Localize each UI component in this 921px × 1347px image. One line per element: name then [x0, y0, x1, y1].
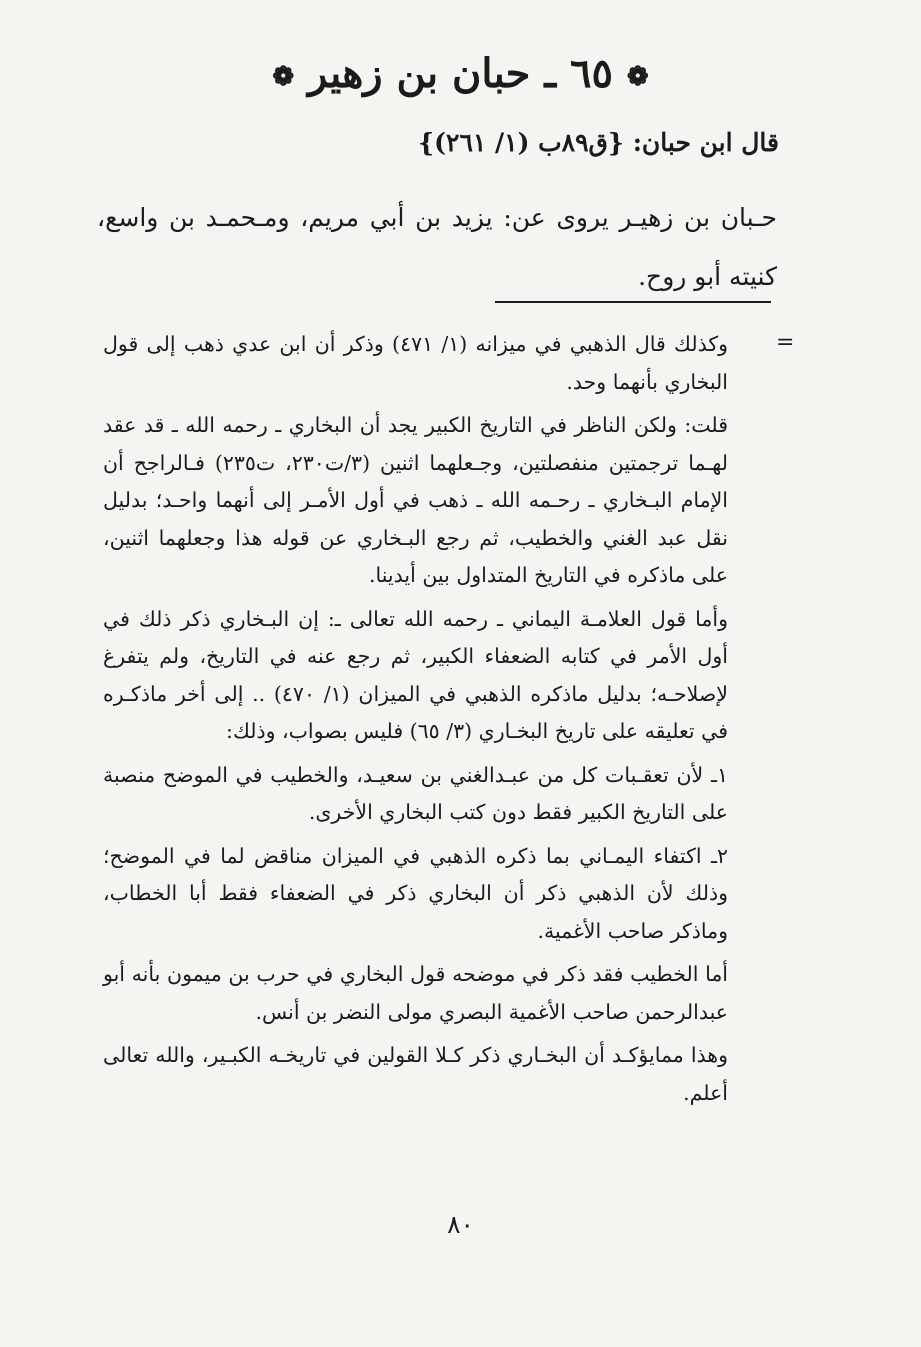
entry-text: حـبان بن زهيـر يروى عن: يزيد بن أبي مريم، ومـحمـد بن واسع، كنيته أبو روح. — [97, 203, 777, 291]
footnote-paragraph: وأما قول العلامـة اليماني ـ رحمه الله تعالى ـ: إن البـخاري ذكر ذلك في أول الأمر في كتابه الضعفاء الكبير، ثم رجع عنه في التاريخ، ولم يتفرغ لإصلاحـه؛ بدليل ماذكره الذهبي في الميزان (١/ ٤٧٠) .. إلى أخر ماذكـره في تعليقه على تاريخ البخـاري (٣/ ٦٥) فليس بصواب، وذلك: — [103, 606, 728, 743]
footnote-continuation-marker: = — [776, 330, 795, 355]
ornament-right-icon: ❁ — [626, 62, 649, 92]
entry-title-text: ٦٥ ـ حبان بن زهير — [308, 50, 613, 97]
page-number: ٨٠ — [447, 1210, 474, 1239]
ornament-left-icon: ❁ — [272, 62, 295, 92]
footnote-paragraph: قلت: ولكن الناظر في التاريخ الكبير يجد أن البخاري ـ رحمه الله ـ قد عقد لهـما ترجمتين منفصلتين، وجـعلهما اثنين (٣/ت٢٣٠، ت٢٣٥) فـالراجح أن الإمام البـخاري ـ رحـمه الله ـ ذهب في أول الأمـر إلى أنهما واحـد؛ بدليل نقل عبد الغني والخطيب، ثم رجع البـخاري عن قوله هذا وجعلهما اثنين، على ماذكره في التاريخ المتداول بين أيدينا. — [103, 413, 728, 587]
footnote-paragraph: ١ـ لأن تعقـبات كل من عبـدالغني بن سعيـد، والخطيب في الموضح منصبة على التاريخ الكبير فقط دون كتب البخاري الأخرى. — [103, 762, 728, 824]
footnote-divider — [495, 301, 771, 303]
entry-title — [0, 50, 921, 97]
footnote-paragraph: وكذلك قال الذهبي في ميزانه (١/ ٤٧١) وذكر أن ابن عدي ذهب إلى قول البخاري بأنهما وحد. — [103, 332, 728, 394]
footnote-paragraph: أما الخطيب فقد ذكر في موضحه قول البخاري في حرب بن ميمون بأنه أبو عبدالرحمن صاحب الأغمية البصري مولى النضر بن أنس. — [103, 962, 728, 1024]
footnote-paragraph: ٢ـ اكتفاء اليمـاني بما ذكره الذهبي في الميزان مناقض لما في الموضح؛ وذلك لأن الذهبي ذكر أن البخاري ذكر في الضعفاء فقط أبا الخطاب، وماذكر صاحب الأغمية. — [103, 843, 728, 943]
footnote-paragraph: وهذا ممايؤكـد أن البخـاري ذكر كـلا القولين في تاريخـه الكبـير، والله تعالى أعلم. — [103, 1043, 728, 1105]
source-heading: قال ابن حبان: {ق٨٩ب (١/ ٢٦١)} — [418, 128, 779, 157]
footnotes — [103, 326, 728, 1118]
